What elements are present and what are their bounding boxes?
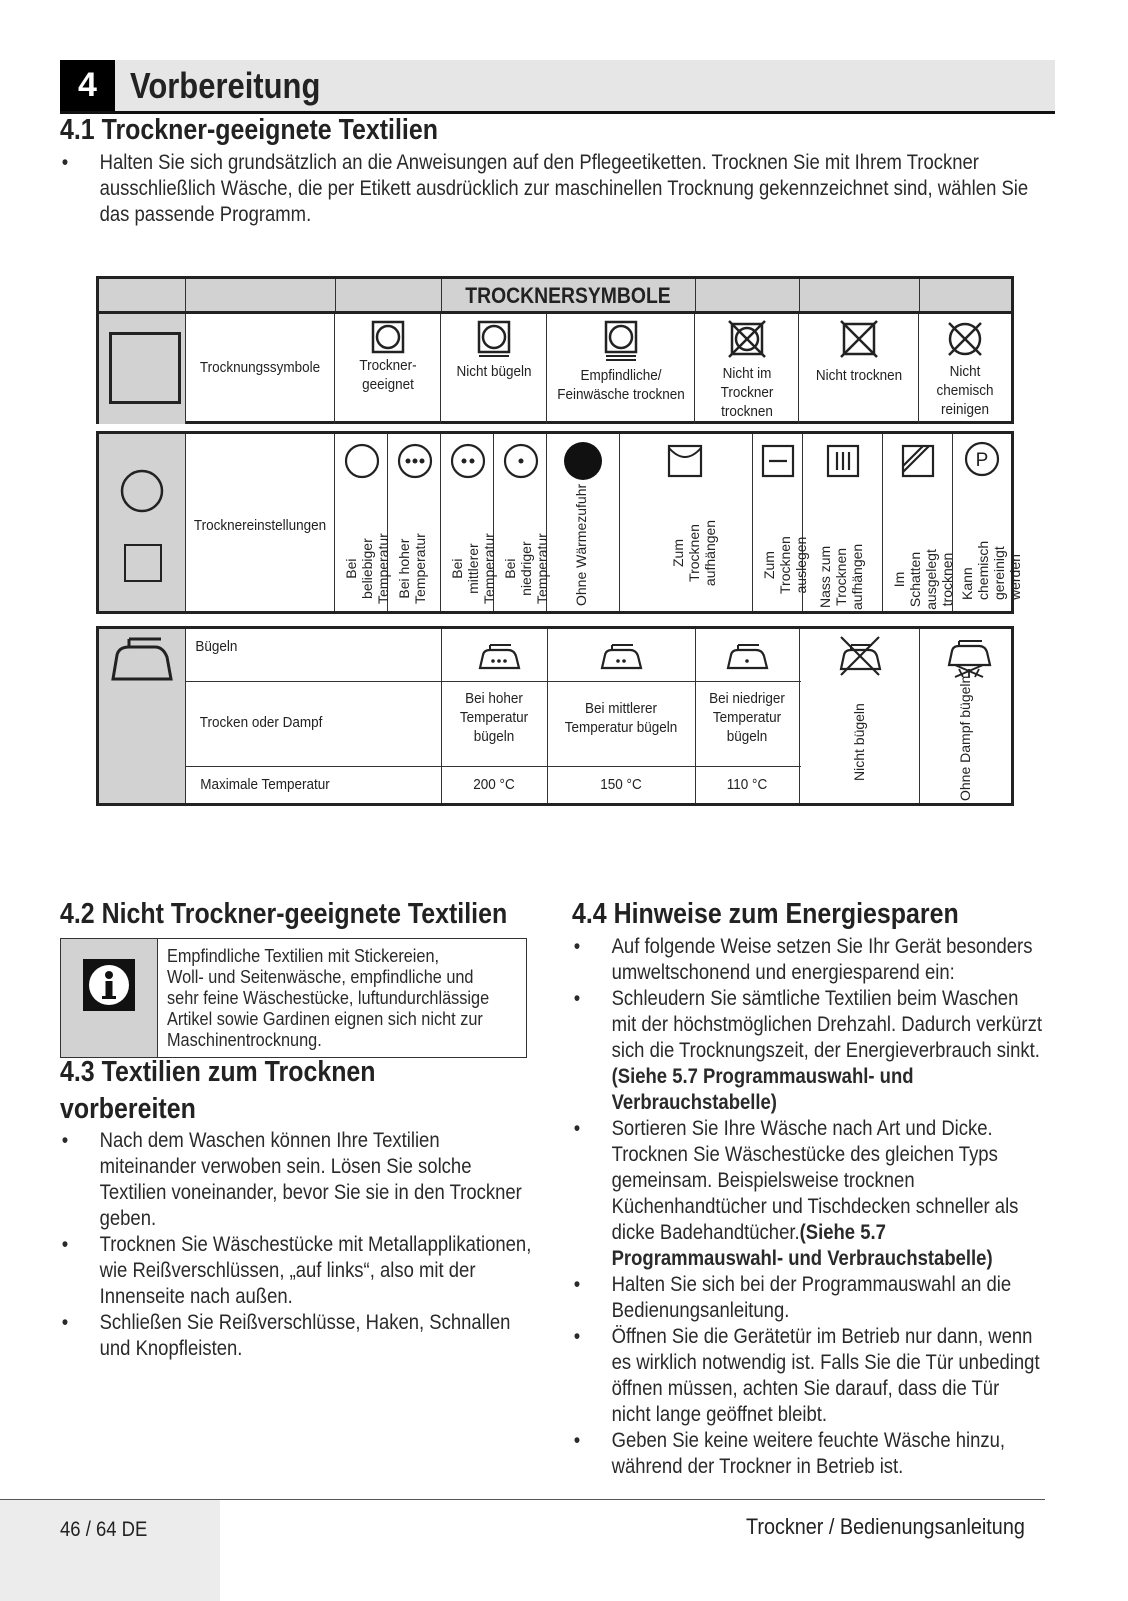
symbol-label: Trockner- geeignet xyxy=(359,357,417,393)
info-line: Maschinentrocknung. xyxy=(167,1029,322,1050)
list-item xyxy=(572,986,1043,1116)
divider xyxy=(695,629,696,803)
setting-label: Zum Trocknen aufhängen xyxy=(670,519,718,587)
symbol-cell-no-iron xyxy=(441,314,547,424)
setting-label: Bei mittlerer Temperatur xyxy=(449,533,497,604)
chapter-title: Vorbereitung xyxy=(130,65,321,106)
setting-label: Ohne Wärmezufuhr xyxy=(573,483,589,606)
no-iron-icon xyxy=(837,635,883,677)
list-item: • Nach dem Waschen können Ihre Textilien miteinander verwoben sein. Lösen Sie solche Textilien voneinander, bevor Sie sie in den Trockner geben. xyxy=(60,1128,535,1232)
info-icon-cell xyxy=(61,939,158,1057)
one-dot-icon xyxy=(502,442,540,480)
section-heading-4-1: 4.1 Trockner-geeignete Textilien xyxy=(60,114,438,146)
setting-cell-flat-dry xyxy=(753,434,809,611)
square-small-icon xyxy=(124,544,162,582)
tumble-dry-delicate-icon xyxy=(604,320,638,362)
list-item: • Öffnen Sie die Gerätetür im Betrieb nur dann, wenn es wirklich notwendig ist. Falls Sie die Tür unbedingt öffnen müssen, achten Sie darauf, dass die Tür nicht lange geöffnet bleibt. xyxy=(572,1324,1043,1428)
section-4-3-body xyxy=(60,1128,600,1362)
setting-cell-low-temp xyxy=(494,434,550,611)
iron-mode-medium: Bei mittlerer Temperatur bügeln xyxy=(564,700,678,736)
info-line: sehr feine Wäschestücke, luftundurchlässige xyxy=(167,987,490,1008)
settings-header-cell xyxy=(99,434,186,611)
setting-cell-drip-dry xyxy=(803,434,883,611)
document-title: Trockner / Bedienungsanleitung xyxy=(746,1514,1025,1539)
list-item-text: Schleudern Sie sämtliche Textilien beim Waschen mit der höchstmöglichen Drehzahl. Dadurch verkürzt sich die Trocknungszeit, der Energieverbrauch sinkt. xyxy=(611,987,1042,1062)
symbol-cell-no-dry xyxy=(799,314,919,424)
chapter-number: 4 xyxy=(60,60,115,111)
row-label-max-temp: Maximale Temperatur xyxy=(200,776,330,793)
section-4-4-body xyxy=(572,934,1107,1480)
flat-dry-icon xyxy=(761,444,795,478)
setting-label: Bei beliebiger Temperatur xyxy=(343,533,391,604)
divider xyxy=(185,766,801,767)
divider xyxy=(695,279,696,311)
iron-low-icon xyxy=(725,643,769,671)
divider xyxy=(185,681,801,682)
iron-icon xyxy=(109,635,175,683)
divider xyxy=(799,279,800,311)
setting-label: Bei hoher Temperatur xyxy=(396,533,428,604)
iron-medium-icon xyxy=(599,643,643,671)
divider xyxy=(919,279,920,311)
section-heading-4-4: 4.4 Hinweise zum Energiesparen xyxy=(572,898,959,930)
symbol-label: Nicht bügeln xyxy=(456,363,532,380)
three-dots-icon xyxy=(396,442,434,480)
setting-cell-medium-temp xyxy=(441,434,497,611)
two-dots-icon xyxy=(449,442,487,480)
section-heading-4-3: 4.3 Textilien zum Trocknen xyxy=(60,1056,376,1088)
list-item: • Schließen Sie Reißverschlüsse, Haken, Schnallen und Knopfleisten. xyxy=(60,1310,535,1362)
info-text xyxy=(167,945,489,1050)
svg-text:P: P xyxy=(975,450,989,471)
setting-cell-shade-dry xyxy=(883,434,953,611)
circle-empty-icon xyxy=(343,442,381,480)
do-not-dry-icon xyxy=(840,320,878,358)
dryer-settings-table xyxy=(96,431,1023,614)
table-header-title: TROCKNERSYMBOLE xyxy=(465,283,671,308)
symbol-label: Nicht im Trockner trocknen xyxy=(720,365,774,420)
info-icon xyxy=(81,957,137,1013)
no-steam-iron-icon xyxy=(945,635,995,679)
divider xyxy=(919,629,920,803)
section-heading-4-2: 4.2 Nicht Trockner-geeignete Textilien xyxy=(60,898,508,930)
section-heading-4-3-cont: vorbereiten xyxy=(60,1093,196,1125)
drip-dry-icon xyxy=(826,444,860,478)
setting-cell-line-dry xyxy=(620,434,753,611)
info-line: Woll- und Seitenwäsche, empfindliche und xyxy=(167,966,474,987)
divider xyxy=(799,629,800,803)
dry-clean-p-icon xyxy=(963,440,1001,478)
symbol-label: Nicht chemisch reinigen xyxy=(936,363,994,418)
shade-dry-icon xyxy=(901,444,935,478)
setting-cell-dry-clean xyxy=(953,434,1023,611)
divider xyxy=(335,279,336,311)
list-item-text: Sortieren Sie Ihre Wäsche nach Art und Dicke. Trocknen Sie Wäschestücke des gleichen Typs gemeinsam. Beispielsweise trocknen Küchenhandtücher und Tischdecken schneller als dicke Badehandtücher. xyxy=(611,1117,1019,1244)
row-label-dry-or-steam: Trocken oder Dampf xyxy=(199,714,323,731)
list-item: • Auf folgende Weise setzen Sie Ihr Gerät besonders umweltschonend und energiesparend ein: xyxy=(572,934,1043,986)
ironing-table xyxy=(96,626,1014,806)
setting-cell-no-heat xyxy=(547,434,620,611)
symbol-label: Nicht trocknen xyxy=(815,367,903,384)
setting-cell-high-temp xyxy=(388,434,441,611)
symbol-cell-delicate xyxy=(547,314,695,424)
list-item: • Geben Sie keine weitere feuchte Wäsche hinzu, während der Trockner in Betrieb ist. xyxy=(572,1428,1043,1480)
iron-high-icon xyxy=(477,643,521,671)
iron-mode-low: Bei niedriger Temperatur bügeln xyxy=(709,690,785,745)
row-label-ironing: Bügeln xyxy=(195,638,238,655)
cross-reference: (Siehe 5.7 Programmauswahl- und Verbrauchstabelle) xyxy=(611,1221,993,1270)
footer-divider xyxy=(0,1499,1045,1500)
symbol-cell-tumble-dry xyxy=(335,314,441,424)
symbol-cell-no-tumble xyxy=(695,314,799,424)
dryer-symbols-table xyxy=(96,276,1014,424)
circle-symbol-icon xyxy=(119,468,165,514)
list-item: • Halten Sie sich grundsätzlich an die Anweisungen auf den Pflegeetiketten. Trocknen Sie mit Ihrem Trockner ausschließlich Wäsche, die per Etikett ausdrücklich zur maschinellen Trocknung gekennzeichnet sind, wählen Sie das passende Programm. xyxy=(60,150,1054,228)
row-label-drying-symbols: Trocknungssymbole xyxy=(199,359,321,376)
no-tumble-dry-icon xyxy=(728,320,766,358)
filled-circle-icon xyxy=(562,440,604,482)
info-line: Artikel sowie Gardinen eignen sich nicht zur xyxy=(167,1008,483,1029)
row-label-cell xyxy=(185,434,335,611)
iron-no-label: Nicht bügeln xyxy=(851,703,867,781)
section-4-1-body xyxy=(60,150,1128,228)
footer-page-box xyxy=(0,1500,220,1601)
cross-reference: (Siehe 5.7 Programmauswahl- und Verbrauchstabelle) xyxy=(611,1065,914,1114)
iron-no-steam-label: Ohne Dampf bügeln xyxy=(957,675,973,801)
drying-symbol-header-cell xyxy=(99,314,186,424)
tumble-dry-line-icon xyxy=(477,320,511,358)
square-symbol-icon xyxy=(109,332,181,404)
no-dry-clean-icon xyxy=(945,320,985,358)
divider xyxy=(547,629,548,803)
line-dry-icon xyxy=(667,444,703,478)
setting-label: Im Schatten ausgelegt trocknen xyxy=(891,549,955,610)
iron-mode-high: Bei hoher Temperatur bügeln xyxy=(459,690,529,745)
iron-temp-medium: 150 °C xyxy=(600,776,642,793)
row-label-dryer-settings: Trocknereinstellungen xyxy=(193,517,327,534)
row-label-cell xyxy=(185,314,335,424)
iron-temp-high: 200 °C xyxy=(473,776,515,793)
divider xyxy=(185,279,186,311)
symbol-label: Empfindliche/ Feinwäsche trocknen xyxy=(557,367,685,403)
page-number: 46 / 64 DE xyxy=(60,1518,148,1541)
setting-label: Kann chemisch gereinigt werden xyxy=(959,540,1023,600)
iron-header-cell xyxy=(99,629,186,803)
setting-label: Bei niedriger Temperatur xyxy=(502,533,550,604)
info-box xyxy=(60,938,527,1058)
divider xyxy=(441,629,442,803)
tumble-dry-icon xyxy=(371,320,405,354)
divider xyxy=(441,279,442,311)
setting-cell-any-temp xyxy=(335,434,391,611)
symbol-cell-no-dry-clean xyxy=(919,314,1011,424)
info-line: Empfindliche Textilien mit Stickereien, xyxy=(167,945,440,966)
list-item: • Trocknen Sie Wäschestücke mit Metallapplikationen, wie Reißverschlüssen, „auf links“, also mit der Innenseite nach außen. xyxy=(60,1232,535,1310)
setting-label: Nass zum Trocknen aufhängen xyxy=(817,543,865,610)
setting-label: Zum Trocknen auslegen xyxy=(761,536,809,594)
list-item: • Halten Sie sich bei der Programmauswahl an die Bedienungsanleitung. xyxy=(572,1272,1043,1324)
list-item xyxy=(572,1116,1043,1272)
iron-temp-low: 110 °C xyxy=(726,776,768,793)
